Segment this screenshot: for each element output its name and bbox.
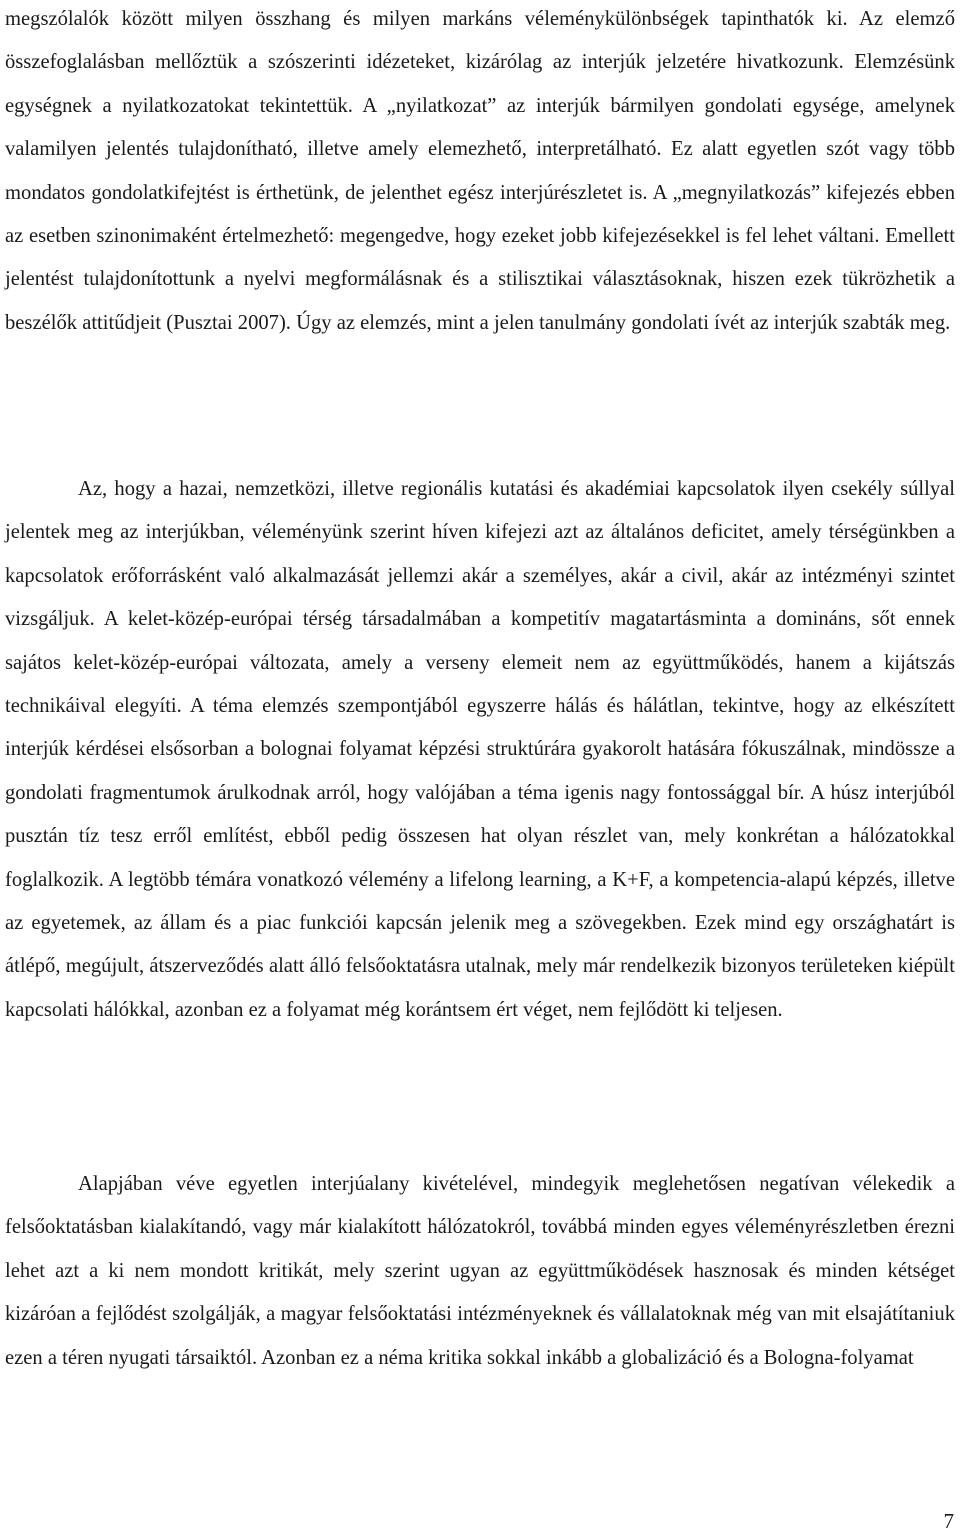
paragraph-1: megszólalók között milyen összhang és milyen markáns véleménykülönbségek tapinthatók ki. Az elemző összefoglalásban mellőztük a szószerinti idézeteket, kizárólag az interjúk jelzetére hivatkozunk. Elemzésünk egységnek a nyilatkozatokat tekintettük. A „nyilatkozat” az interjúk bármilyen gondolati egysége, amelynek valamilyen jelentés tulajdonítható, illetve amely elemezhető, interpretálható. Ez alatt egyetlen szót vagy több mondatos gondolatkifejtést is érthetünk, de jelenthet egész interjúrészletet is. A „megnyilatkozás” kifejezés ebben az esetben szinonimaként értelmezhető: megengedve, hogy ezeket jobb kifejezésekkel is fel lehet váltani. Emellett jelentést tulajdonítottunk a nyelvi megformálásnak és a stilisztikai választásoknak, hiszen ezek tükrözhetik a beszélők attitűdjeit (Pusztai 2007). Úgy az elemzés, mint a jelen tanulmány gondolati ívét az interjúk szabták meg. <box>5 8 955 334</box>
paragraph-3: Alapjában véve egyetlen interjúalany kivételével, mindegyik meglehetősen negatívan vélekedik a felsőoktatásban kialakítandó, vagy már kialakított hálózatokról, továbbá minden egyes véleményrészletben érezni lehet azt a ki nem mondott kritikát, mely szerint ugyan az együttműködések hasznosak és minden kétséget kizáróan a fejlődést szolgálják, a magyar felsőoktatási intézményeknek és vállalatoknak még van mit elsajátítaniuk ezen a téren nyugati társaiktól. Azonban ez a néma kritika sokkal inkább a globalizáció és a Bologna-folyamat <box>5 1173 955 1369</box>
page-number: 7 <box>943 1509 954 1533</box>
paragraph-2: Az, hogy a hazai, nemzetközi, illetve regionális kutatási és akadémiai kapcsolatok ilyen csekély súllyal jelentek meg az interjúkban, véleményünk szerint híven kifejezi azt az általános deficitet, amely térségünkben a kapcsolatok erőforrásként való alkalmazását jellemzi akár a személyes, akár a civil, akár az intézményi szintet vizsgáljuk. A kelet-közép-európai térség társadalmában a kompetitív magatartásminta a domináns, sőt ennek sajátos kelet-közép-európai változata, amely a verseny elemeit nem az együttműködés, hanem a kijátszás technikáival elegyíti. A téma elemzés szempontjából egyszerre hálás és hálátlan, tekintve, hogy az elkészített interjúk kérdései elsősorban a bolognai folyamat képzési struktúrára gyakorolt hatására fókuszálnak, mindössze a gondolati fragmentumok árulkodnak arról, hogy valójában a téma igenis nagy fontossággal bír. A húsz interjúból pusztán tíz tesz erről említést, ebből pedig összesen hat olyan részlet van, mely konkrétan a hálózatokkal foglalkozik. A legtöbb témára vonatkozó vélemény a lifelong learning, a K+F, a kompetencia-alapú képzés, illetve az egyetemek, az állam és a piac funkciói kapcsán jelenik meg a szövegekben. Ezek mind egy országhatárt is átlépő, megújult, átszerveződés alatt álló felsőoktatásra utalnak, mely már rendelkezik bizonyos területeken kiépült kapcsolati hálókkal, azonban ez a folyamat még korántsem ért véget, nem fejlődött ki teljesen. <box>5 478 955 1021</box>
